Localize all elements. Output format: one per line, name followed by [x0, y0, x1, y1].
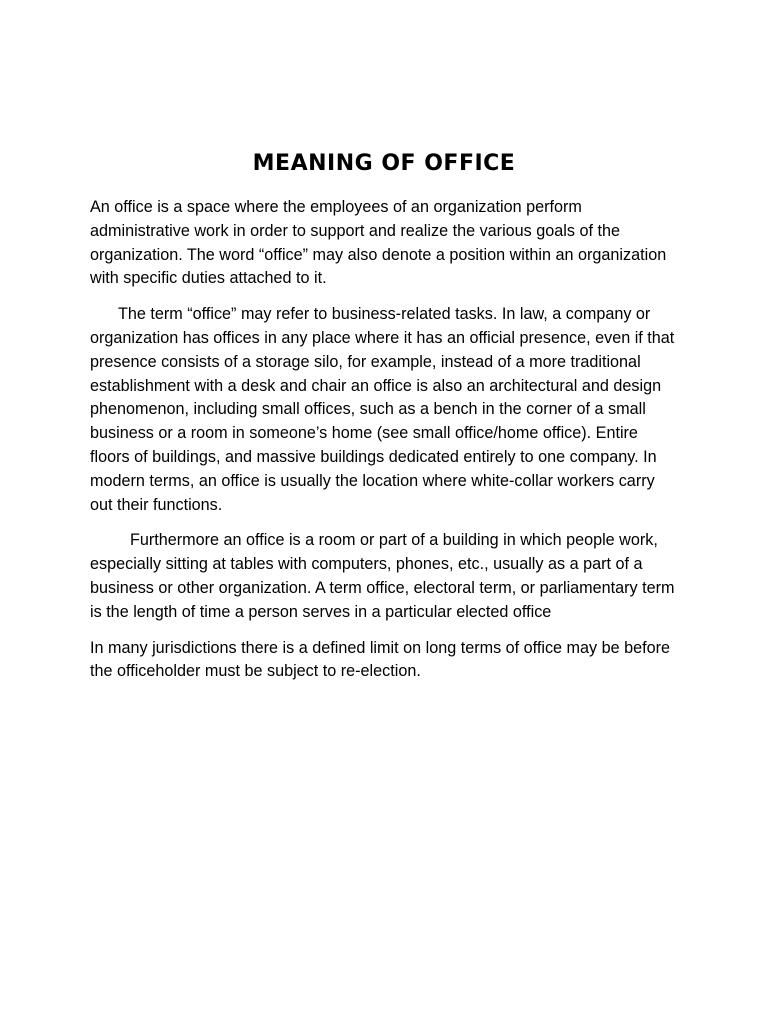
- document-title: MEANING OF OFFICE: [252, 151, 516, 176]
- document-body: [90, 196, 680, 696]
- paragraph-4: In many jurisdictions there is a defined limit on long terms of office may be before the officeholder must be subject to re-election.: [90, 638, 671, 681]
- paragraph-1: An office is a space where the employees of an organization perform administrative work in order to support and realize the various goals of the organization. The word “office” may also denote a position within an organization with specific duties attached to it.: [90, 198, 667, 288]
- paragraph-2: The term “office” may refer to business-related tasks. In law, a company or organization has offices in any place where it has an official presence, even if that presence consists of a storage silo, for example, instead of a more traditional establishment with a desk and chair an office is also an architectural and design phenomenon, including small offices, such as a bench in the corner of a small business or a room in someone’s home (see small office/home office). Entire floors of buildings, and massive buildings dedicated entirely to one company. In modern terms, an office is usually the location where white-collar workers carry out their functions.: [90, 305, 675, 514]
- paragraph-3: Furthermore an office is a room or part of a building in which people work, especially sitting at tables with computers, phones, etc., usually as a part of a business or other organization. A term office, electoral term, or parliamentary term is the length of time a person serves in a particular elected office: [90, 531, 675, 621]
